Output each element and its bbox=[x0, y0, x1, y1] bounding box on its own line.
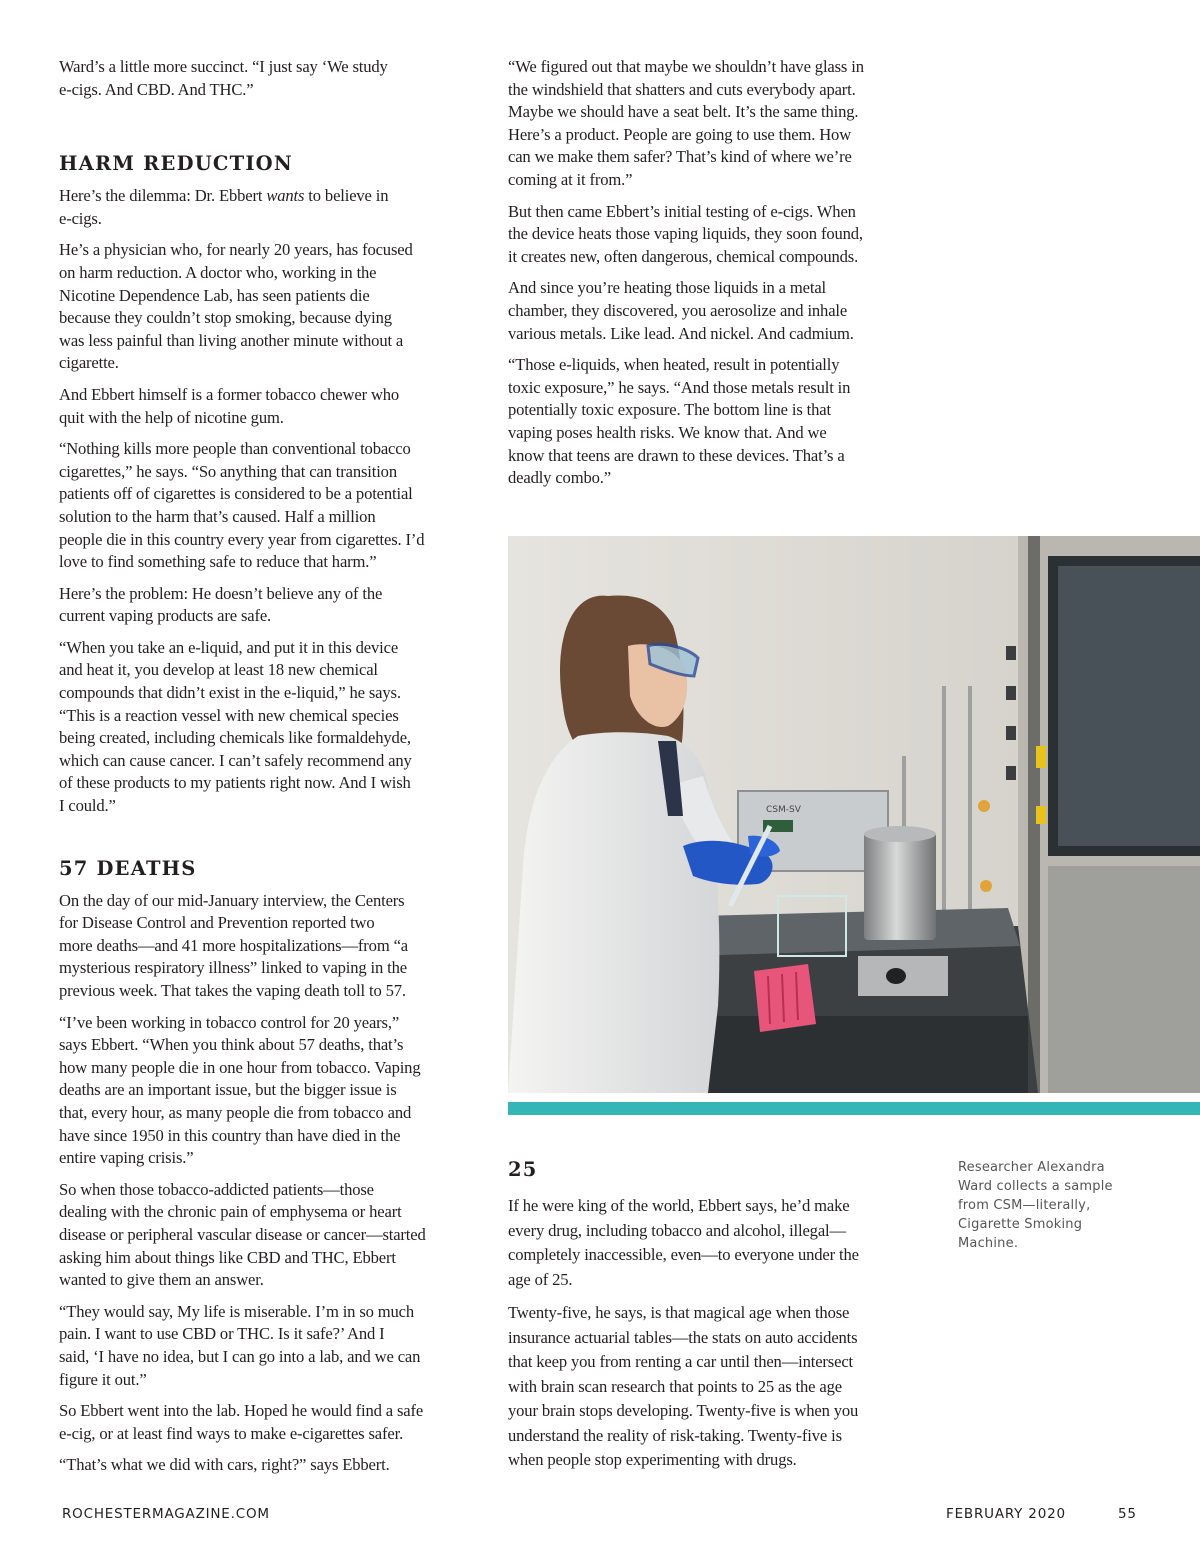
body-paragraph: He’s a physician who, for nearly 20 years, has focused on harm reduction. A doctor who, working in the Nicotine Dependence Lab, has seen patients die because they couldn’t stop smoking, because dying was less painful than living another minute without a cigarette. bbox=[59, 240, 413, 373]
body-paragraph: “They would say, My life is miserable. I’m in so much pain. I want to use CBD or THC. Is it safe?’ And I said, ‘I have no idea, but I can go into a lab, and we can figure it out.” bbox=[59, 1301, 421, 1389]
body-paragraph: “Those e-liquids, when heated, result in potentially toxic exposure,” he says. “And those metals result in potentially toxic exposure. The bottom line is that vaping poses health risks. We know that. And we know that teens are drawn to these devices. That’s a deadly combo.” bbox=[508, 355, 851, 488]
section-heading-57-deaths: 57 DEATHS bbox=[59, 856, 197, 880]
body-paragraph: “When you take an e-liquid, and put it in this device and heat it, you develop at least 18 new chemical compounds that didn’t exist in the e-liquid,” he says. “This is a reaction vessel with new chemical species being created, including chemicals like formaldehyde, which can cause cancer. I can’t safely recommend any of these products to my patients right now. And I wish I could.” bbox=[59, 637, 412, 816]
left-column bbox=[59, 56, 469, 1486]
body-paragraph: So Ebbert went into the lab. Hoped he would find a safe e-cig, or at least find ways to make e-cigarettes safer. bbox=[59, 1401, 424, 1443]
body-paragraph: And Ebbert himself is a former tobacco chewer who quit with the help of nicotine gum. bbox=[59, 384, 400, 427]
body-paragraph: “Nothing kills more people than conventional tobacco cigarettes,” he says. “So anything that can transition patients off of cigarettes is considered to be a potential solution to the harm that’s caused. Half a million people die in this country every year from cigarettes. I’d love to find something safe to reduce that harm.” bbox=[59, 439, 425, 572]
body-paragraph: “We figured out that maybe we shouldn’t have glass in the windshield that shatters and cuts everybody apart. Maybe we should have a seat belt. It’s the same thing. Here’s a product. People are going to use them. How can we make them safer? That’s kind of where we’re coming at it from.” bbox=[508, 57, 864, 189]
photo-caption: Researcher Alexandra Ward collects a sample from CSM—literally, Cigarette Smoking Machine. bbox=[958, 1160, 1113, 1251]
body-paragraph: But then came Ebbert’s initial testing of e-cigs. When the device heats those vaping liquids, they soon found, it creates new, often dangerous, chemical compounds. bbox=[508, 201, 863, 266]
section-heading-25: 25 bbox=[508, 1158, 538, 1181]
lab-photo bbox=[508, 536, 1200, 1093]
section-heading-harm-reduction: HARM REDUCTION bbox=[59, 152, 293, 176]
page-number: 55 bbox=[1118, 1506, 1137, 1522]
body-paragraph: “That’s what we did with cars, right?” says Ebbert. bbox=[59, 1455, 390, 1475]
body-paragraph: On the day of our mid-January interview, the Centers for Disease Control and Prevention reported two more deaths—and 41 more hospitalizations—from “a mysterious respiratory illness” linked to vaping in the previous week. That takes the vaping death toll to 57. bbox=[59, 890, 409, 1000]
footer-website: ROCHESTERMAGAZINE.COM bbox=[62, 1506, 270, 1522]
intro-paragraph: Ward’s a little more succinct. “I just say ‘We study e-cigs. And CBD. And THC.” bbox=[59, 57, 388, 99]
body-paragraph: Here’s the problem: He doesn’t believe any of the current vaping products are safe. bbox=[59, 583, 383, 626]
body-paragraph: Twenty-five, he says, is that magical age when those insurance actuarial tables—the stats on auto accidents that keep you from renting a car until then—intersect with brain scan research that points to 25 as the age your brain stops developing. Twenty-five is when you understand the reality of risk-taking. Twenty-five is when people stop experimenting with drugs. bbox=[508, 1303, 859, 1469]
body-paragraph: If he were king of the world, Ebbert says, he’d make every drug, including tobacco and alcohol, illegal— completely inaccessible, even—to everyone under the age of 25. bbox=[508, 1196, 859, 1289]
body-paragraph: And since you’re heating those liquids in a metal chamber, they discovered, you aerosolize and inhale various metals. Like lead. And nickel. And cadmium. bbox=[508, 278, 854, 343]
machine-label: CSM-SV bbox=[766, 805, 801, 815]
body-paragraph: Here’s the dilemma: Dr. Ebbert wants to believe in e-cigs. bbox=[59, 186, 389, 228]
accent-bar bbox=[508, 1102, 1200, 1115]
footer-issue-date: FEBRUARY 2020 bbox=[946, 1506, 1066, 1522]
body-paragraph: So when those tobacco-addicted patients—those dealing with the chronic pain of emphysema or heart disease or peripheral vascular disease or cancer—started asking him about things like CBD and THC, Ebbert wanted to give them an answer. bbox=[59, 1179, 426, 1290]
right-column bbox=[508, 56, 908, 499]
bottom-section bbox=[508, 1158, 908, 1482]
body-paragraph: “I’ve been working in tobacco control for 20 years,” says Ebbert. “When you think about 57 deaths, that’s how many people die in one hour from tobacco. Vaping deaths are an important issue, but the bigger issue is that, every hour, as many people die from tobacco and have since 1950 in this country than have died in the entire vaping crisis.” bbox=[59, 1012, 421, 1168]
emphasis-text: wants bbox=[266, 186, 305, 206]
